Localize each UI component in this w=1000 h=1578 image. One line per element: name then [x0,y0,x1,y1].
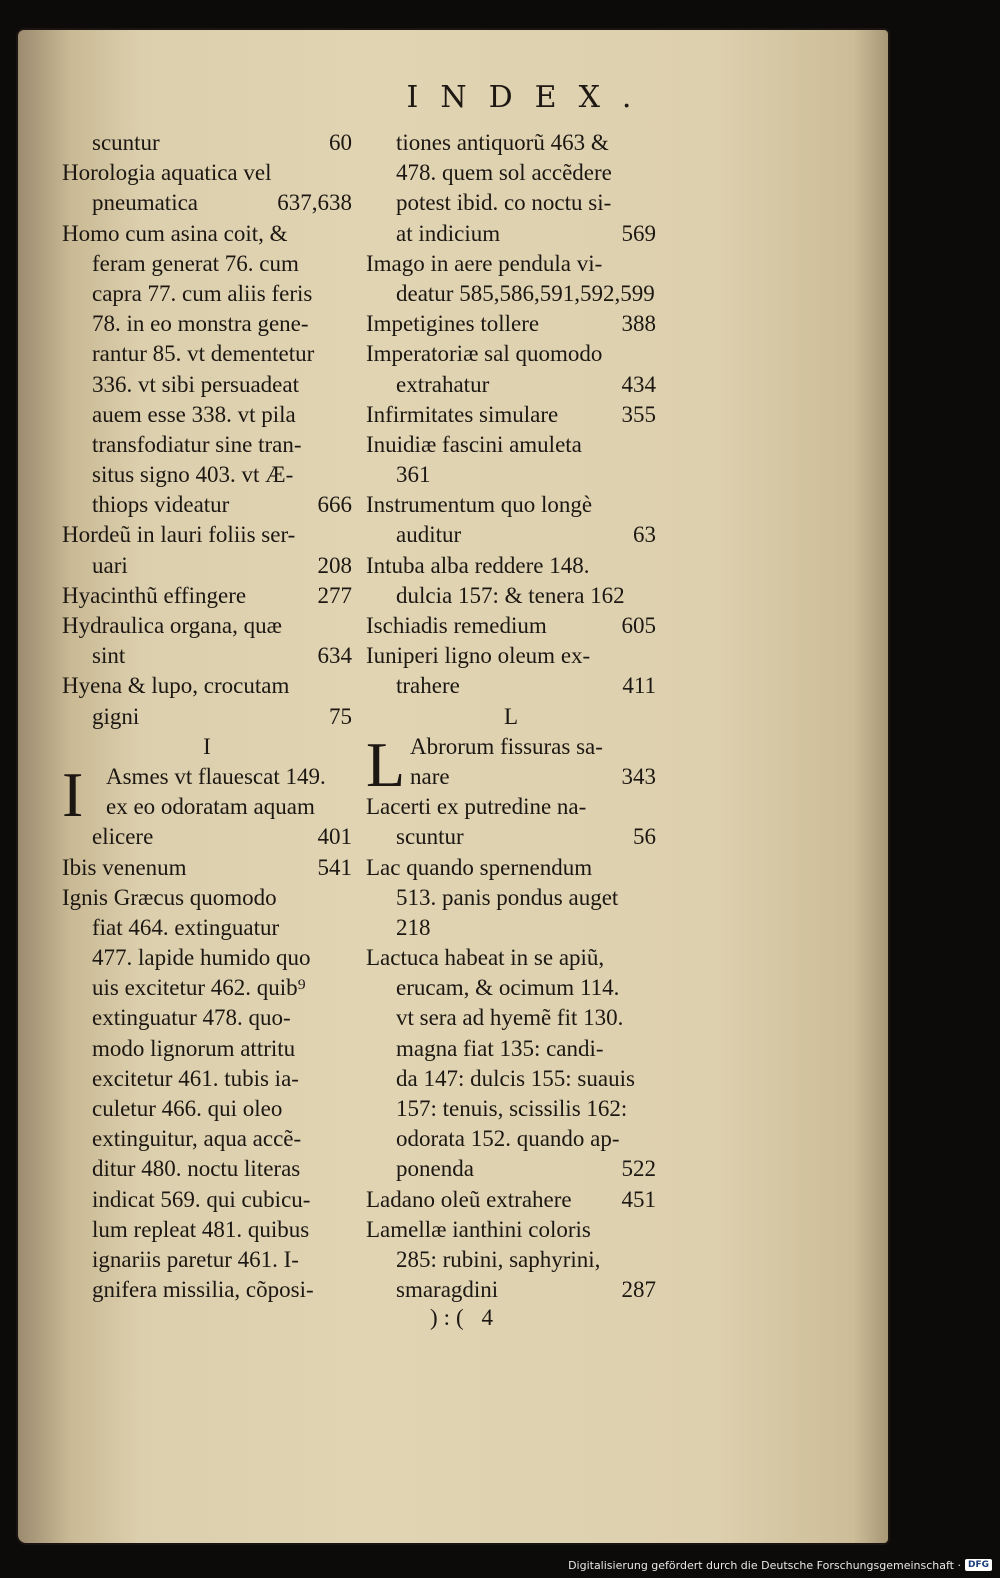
dfg-logo: DFG [965,1559,992,1571]
page-reference: 522 [621,1156,656,1182]
entry-text: indicat 569. qui cubicu- [92,1186,311,1212]
entry-text: excitetur 461. tubis ia- [92,1065,299,1091]
index-entry-line [62,339,352,369]
index-entry [366,641,656,671]
entry-text: thiops videatur [92,492,230,518]
page-reference [648,1003,656,1033]
entry-text: trahere [396,673,460,699]
page-reference [648,883,656,913]
index-entry [62,671,352,701]
entry-text: smaragdini [396,1277,499,1303]
entry-text: Horologia aquatica vel [62,160,272,186]
page-reference [648,1124,656,1154]
index-entry-line [62,430,352,460]
entry-text: rantur 85. vt dementetur [92,341,315,367]
page-reference: 411 [622,673,656,699]
digitization-footer [568,1555,992,1575]
entry-text: Abrorum fissuras sa- [410,733,603,759]
page-reference [344,460,352,490]
entry-text: gigni [92,703,140,729]
entry-text: scuntur [92,130,160,155]
index-entry-line [366,279,656,309]
page-reference [344,611,352,641]
index-entry-line [366,973,656,1003]
page-reference: 208 [317,552,352,578]
index-entry-line [366,1275,656,1305]
entry-text: Ignis Græcus quomodo [62,884,277,910]
section-letter: I [203,733,211,759]
entry-text: Imago in aere pendula vi- [366,250,603,276]
page-reference [344,219,352,249]
page-reference [344,279,352,309]
page-reference [344,520,352,550]
entry-text: culetur 466. qui oleo [92,1096,283,1121]
page-reference [648,1215,656,1245]
section-letter: L [503,703,519,729]
index-entry [62,219,352,249]
index-entry-line [62,943,352,973]
entry-text: nare [410,763,450,789]
index-entry-line [62,1275,352,1305]
index-entry-line [62,490,352,520]
entry-text: Infirmitates simulare [366,401,559,427]
page-reference [655,279,663,309]
entry-text: lum repleat 481. quibus [92,1216,310,1242]
index-entry-line [62,702,352,732]
page-reference: 343 [621,763,656,789]
entry-text: vt sera ad hyemẽ fit 130. [396,1005,624,1031]
index-entry [62,581,352,611]
footer-text: Digitalisierung gefördert durch die Deutsche Forschungsgemeinschaft · [568,1558,961,1572]
page-reference [648,430,656,460]
index-entry [62,883,352,913]
page-reference [648,853,656,883]
index-entry [366,430,656,460]
index-column-left [62,128,352,1305]
page-reference [344,1215,352,1245]
index-entry-line [366,1245,656,1275]
page-reference [648,1064,656,1094]
entry-text: fiat 464. extinguatur [92,914,280,940]
entry-text: 477. lapide humido quo [92,945,311,971]
entry-text: Lac quando spernendum [366,854,593,880]
page-reference: 634 [317,643,352,669]
index-entry [62,520,352,550]
entry-text: Hyacinthũ effingere [62,582,247,608]
page-reference [344,943,352,973]
index-entry-line [62,370,352,400]
index-entry [366,339,656,369]
index-entry-line [62,822,352,852]
index-entry-line [62,1154,352,1184]
index-entry-line [62,1094,352,1124]
page-reference: 355 [621,401,656,427]
entry-text: da 147: dulcis 155: suauis [396,1065,635,1091]
entry-text: 218 [396,914,431,940]
page-reference [648,460,656,490]
page-reference: 56 [633,824,656,850]
page-reference [648,913,656,943]
page-reference: 277 [317,582,352,608]
entry-text: ponenda [396,1156,474,1182]
entry-text: ditur 480. noctu literas [92,1156,301,1182]
index-entry-line [62,1215,352,1245]
page-reference [344,1124,352,1154]
entry-text: Instrumentum quo longè [366,492,593,518]
page-reference [648,732,656,762]
entry-text: capra 77. cum aliis feris [92,280,313,306]
entry-text: Lactuca habeat in se apiũ, [366,945,605,971]
entry-text: ex eo odoratam aquam [106,794,315,820]
index-entry [366,1185,656,1215]
page-reference [344,370,352,400]
entry-text: Ibis venenum [62,854,187,880]
index-entry-line [366,1064,656,1094]
index-entry [62,611,352,641]
entry-text: transfodiatur sine tran- [92,431,302,457]
index-entry-line [62,1124,352,1154]
page-reference [648,158,656,188]
index-entry [366,943,656,973]
index-entry-line [62,792,352,822]
entry-text: scuntur [396,824,464,850]
entry-text: situs signo 403. vt Æ- [92,462,294,488]
index-entry-line [366,762,656,792]
signature-mark: ):( 4 [430,1305,499,1330]
page-reference [344,309,352,339]
index-entry-line [62,1034,352,1064]
index-entry-line [366,1154,656,1184]
page-reference: 541 [317,854,352,880]
page-reference: 666 [317,492,352,518]
page-reference [648,551,656,581]
entry-text: Iuniperi ligno oleum ex- [366,643,591,669]
index-entry-line [366,1094,656,1124]
entry-text: extinguatur 478. quo- [92,1005,291,1031]
entry-text: magna fiat 135: candi- [396,1035,604,1061]
page-reference [648,641,656,671]
entry-text: gnifera missilia, cõposi- [92,1277,314,1303]
page-reference [344,913,352,943]
page-reference [648,1094,656,1124]
index-entry-line [366,822,656,852]
index-entry-line [366,128,656,158]
entry-text: extrahatur [396,371,490,397]
index-entry-line [366,460,656,490]
page-reference [648,792,656,822]
index-entry-line [366,219,656,249]
index-entry-line [62,913,352,943]
index-entry-line [366,581,656,611]
index-entry-line [366,520,656,550]
page-reference [344,792,352,822]
entry-text: at indicium [396,220,501,246]
page-reference [648,581,656,611]
index-entry-line [62,128,352,158]
index-entry-line [62,400,352,430]
page-reference [648,188,656,218]
entry-text: Ladano oleũ extrahere [366,1186,572,1212]
entry-text: dulcia 157: & tenera 162 [396,582,625,608]
entry-text: Lamellæ ianthini coloris [366,1216,591,1242]
index-entry-line [62,188,352,218]
page-reference [344,158,352,188]
page-reference: 287 [621,1277,656,1303]
page-reference [344,1003,352,1033]
running-head: INDEX. [406,80,654,115]
entry-text: pneumatica [92,190,199,216]
index-entry [62,853,352,883]
page-reference [648,249,656,279]
index-entry-line [366,671,656,701]
index-entry [366,249,656,279]
page-reference [344,1275,352,1305]
page-reference: 569 [621,220,656,246]
index-entry-line [366,913,656,943]
index-entry-line [366,188,656,218]
index-entry [366,400,656,430]
index-entry-line [62,1003,352,1033]
entry-text: odorata 152. quando ap- [396,1126,620,1152]
entry-text: feram generat 76. cum [92,250,299,276]
index-entry-line [62,309,352,339]
page-reference [648,973,656,1003]
entry-text: Hydraulica organa, quæ [62,613,282,638]
index-entry-line [62,1185,352,1215]
index-entry [366,551,656,581]
page-reference [648,339,656,369]
page-reference [344,973,352,1003]
page-reference [344,400,352,430]
page-reference [648,490,656,520]
page-reference [344,762,352,792]
entry-text: Lacerti ex putredine na- [366,794,587,820]
entry-text: 157: tenuis, scissilis 162: [396,1096,628,1121]
entry-text: ignariis paretur 461. I- [92,1246,299,1272]
page-reference [344,339,352,369]
index-entry [366,1215,656,1245]
entry-text: Impetigines tollere [366,311,540,337]
entry-text: 336. vt sibi persuadeat [92,371,299,397]
drop-cap: L [366,728,406,800]
index-entry [366,611,656,641]
index-entry-line [62,1064,352,1094]
entry-text: 478. quem sol accẽdere [396,160,612,186]
index-entry-line [366,1034,656,1064]
index-entry-line [366,883,656,913]
index-entry-line [62,279,352,309]
page-reference [648,1034,656,1064]
page-reference: 401 [317,824,352,850]
page-reference [344,430,352,460]
page-reference: 637,638 [277,190,352,216]
page-reference: 388 [621,311,656,337]
entry-text: Ischiadis remedium [366,613,547,638]
page-reference [648,1245,656,1275]
page-reference [344,671,352,701]
index-entry-line [62,973,352,1003]
entry-text: uari [92,552,128,578]
entry-text: sint [92,643,126,669]
index-entry-line [62,641,352,671]
page-reference: 605 [621,613,656,638]
page-reference [344,883,352,913]
index-entry-line [366,1124,656,1154]
index-entry-line [62,249,352,279]
index-column-right [366,128,656,1305]
page-reference [344,1034,352,1064]
entry-text: Asmes vt flauescat 149. [106,763,326,789]
index-entry [366,853,656,883]
index-entry [366,490,656,520]
page-reference [344,1064,352,1094]
page-reference: 434 [621,371,656,397]
page-reference [344,1094,352,1124]
drop-cap: I [62,758,84,830]
entry-text: Inuidiæ fascini amuleta [366,431,582,457]
page-reference [344,1245,352,1275]
entry-text: Hordeũ in lauri foliis ser- [62,522,296,548]
entry-text: Intuba alba reddere 148. [366,552,590,578]
entry-text: Imperatoriæ sal quomodo [366,341,603,367]
index-entry-line [62,1245,352,1275]
page-reference: 75 [329,703,352,729]
entry-text: 513. panis pondus auget [396,884,619,910]
page-reference [344,249,352,279]
index-entry [366,792,656,822]
index-entry-line [366,158,656,188]
page-reference: 451 [621,1186,656,1212]
entry-text: erucam, & ocimum 114. [396,975,620,1001]
entry-text: auditur [396,522,462,548]
entry-text: deatur 585,586,591,592,599 [396,280,655,306]
index-entry [366,309,656,339]
index-entry-line [366,370,656,400]
entry-text: potest ibid. co noctu si- [396,190,612,216]
page-reference: 60 [329,130,352,155]
entry-text: modo lignorum attritu [92,1035,296,1061]
index-entry [62,158,352,188]
entry-text: 285: rubini, saphyrini, [396,1246,601,1272]
entry-text: tiones antiquorũ 463 & [396,130,609,155]
entry-text: extinguitur, aqua accẽ- [92,1126,302,1152]
page-reference [344,1154,352,1184]
page-reference [344,1185,352,1215]
page-reference: 63 [633,522,656,548]
index-entry-line [62,460,352,490]
entry-text: elicere [92,824,154,850]
entry-text: auem esse 338. vt pila [92,401,296,427]
index-entry-line [366,1003,656,1033]
index-entry-line [62,551,352,581]
entry-text: Homo cum asina coit, & [62,220,288,246]
entry-text: 78. in eo monstra gene- [92,311,309,337]
entry-text: uis excitetur 462. quib⁹ [92,975,306,1001]
page-reference [648,128,656,158]
page-reference [648,943,656,973]
entry-text: Hyena & lupo, crocutam [62,673,290,699]
entry-text: 361 [396,462,431,488]
